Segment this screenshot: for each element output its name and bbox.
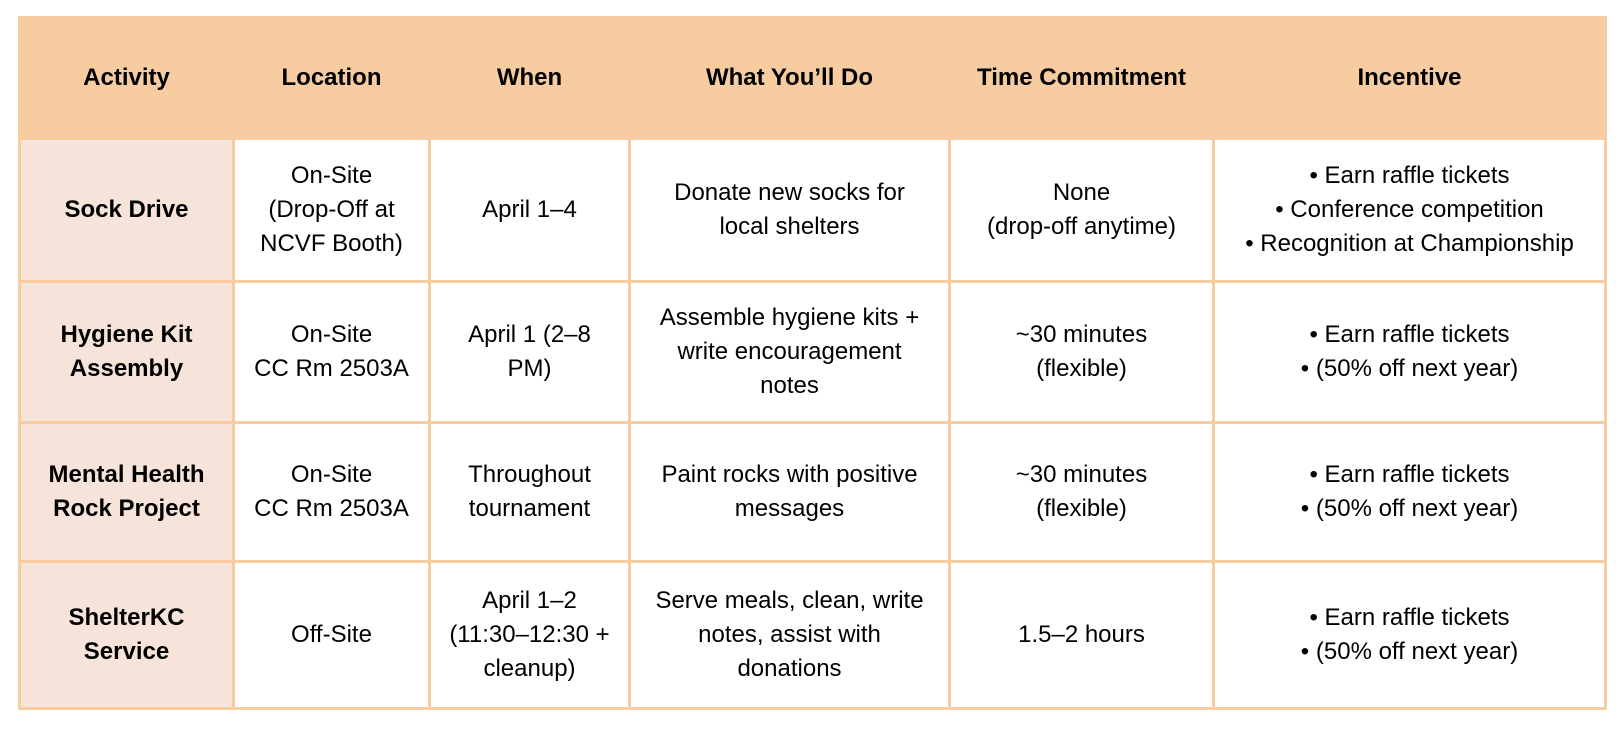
incentive-item: • Earn raffle tickets <box>1225 458 1594 492</box>
incentive-item: • Earn raffle tickets <box>1225 159 1594 193</box>
incentive-item: • Earn raffle tickets <box>1225 601 1594 635</box>
cell-line: CC Rm 2503A <box>254 495 409 522</box>
cell-line: On-Site <box>290 321 373 348</box>
when-cell <box>430 139 630 282</box>
header-activity: Activity <box>20 18 234 139</box>
table-row <box>20 423 1606 562</box>
cell-line: ~30 minutes <box>1015 321 1148 348</box>
header-row <box>20 18 1606 139</box>
when-cell <box>430 282 630 423</box>
cell-line: (11:30–12:30 + <box>449 621 610 648</box>
cell-line: (flexible) <box>1036 495 1127 522</box>
incentive-item: • (50% off next year) <box>1225 492 1594 526</box>
what-cell <box>630 282 950 423</box>
table-row <box>20 562 1606 709</box>
header-when: When <box>430 18 630 139</box>
time-cell <box>950 423 1214 562</box>
header-location: Location <box>234 18 430 139</box>
cell-line: Serve meals, clean, write <box>655 587 924 614</box>
cell-line: NCVF Booth) <box>260 230 403 257</box>
cell-line: local shelters <box>719 213 860 240</box>
cell-line: Paint rocks with positive <box>661 461 918 488</box>
cell-line: Off-Site <box>291 621 372 648</box>
cell-line: (drop-off anytime) <box>987 213 1176 240</box>
time-cell <box>950 282 1214 423</box>
cell-line: Throughout <box>468 461 591 488</box>
incentive-item: • Earn raffle tickets <box>1225 318 1594 352</box>
cell-line: None <box>1052 179 1111 206</box>
cell-line: PM) <box>507 355 552 382</box>
cell-line: On-Site <box>290 162 373 189</box>
cell-line: 1.5–2 hours <box>1018 621 1145 648</box>
cell-line: notes, assist with <box>698 621 881 648</box>
incentive-item: • Conference competition <box>1225 193 1594 227</box>
header-time-commitment: Time Commitment <box>950 18 1214 139</box>
cell-line: donations <box>737 655 842 682</box>
cell-line: On-Site <box>290 461 373 488</box>
incentive-item: • (50% off next year) <box>1225 635 1594 669</box>
location-cell <box>234 562 430 709</box>
time-cell <box>950 562 1214 709</box>
incentive-cell <box>1214 562 1606 709</box>
cell-line: messages <box>734 495 845 522</box>
location-cell <box>234 139 430 282</box>
cell-line: April 1 (2–8 <box>468 321 591 348</box>
what-cell <box>630 562 950 709</box>
incentive-cell <box>1214 423 1606 562</box>
when-cell <box>430 423 630 562</box>
incentive-cell <box>1214 139 1606 282</box>
table-row <box>20 282 1606 423</box>
cell-line: Assemble hygiene kits + <box>659 304 920 331</box>
location-cell <box>234 282 430 423</box>
activity-cell: Sock Drive <box>20 139 234 282</box>
activities-table <box>18 16 1607 710</box>
when-cell <box>430 562 630 709</box>
table-row <box>20 139 1606 282</box>
cell-line: April 1–2 <box>482 587 577 614</box>
what-cell <box>630 139 950 282</box>
cell-line: April 1–4 <box>482 196 577 223</box>
cell-line: (flexible) <box>1036 355 1127 382</box>
cell-line: Donate new socks for <box>674 179 905 206</box>
incentive-cell <box>1214 282 1606 423</box>
header-incentive: Incentive <box>1214 18 1606 139</box>
activity-cell: Mental Health Rock Project <box>20 423 234 562</box>
cell-line: notes <box>760 372 819 399</box>
what-cell <box>630 423 950 562</box>
cell-line: ~30 minutes <box>1015 461 1148 488</box>
incentive-item: • Recognition at Championship <box>1225 227 1594 261</box>
cell-line: (Drop-Off at <box>268 196 395 223</box>
cell-line: write encouragement <box>677 338 902 365</box>
cell-line: tournament <box>468 495 591 522</box>
header-what-youll-do: What You’ll Do <box>630 18 950 139</box>
incentive-item: • (50% off next year) <box>1225 352 1594 386</box>
location-cell <box>234 423 430 562</box>
activity-cell: Hygiene Kit Assembly <box>20 282 234 423</box>
time-cell <box>950 139 1214 282</box>
activity-cell: ShelterKC Service <box>20 562 234 709</box>
cell-line: cleanup) <box>483 655 576 682</box>
cell-line: CC Rm 2503A <box>254 355 409 382</box>
